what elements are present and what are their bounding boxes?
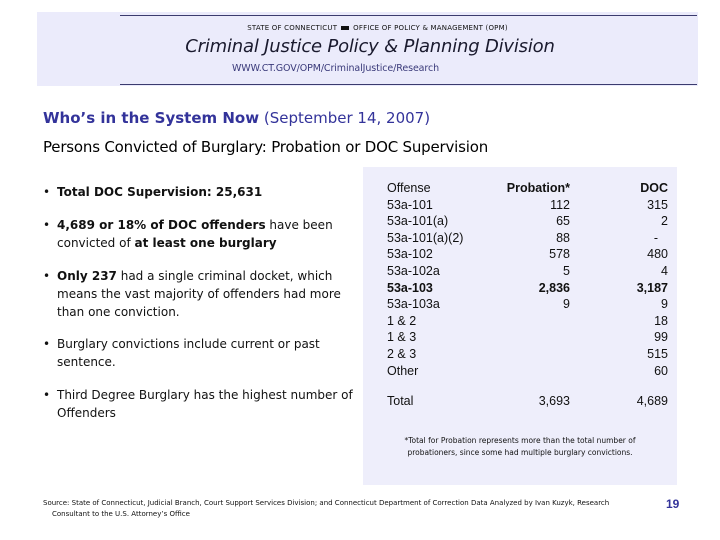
cell-doc: - bbox=[653, 230, 658, 245]
bullet-text-bold: at least one burglary bbox=[134, 236, 277, 250]
division-url: WWW.CT.GOV/OPM/CriminalJustice/Research bbox=[232, 63, 440, 74]
square-separator-icon bbox=[341, 26, 349, 30]
bullet-item bbox=[43, 183, 363, 201]
agency-line bbox=[0, 24, 720, 32]
page-number: 19 bbox=[666, 497, 680, 511]
table-row bbox=[387, 230, 668, 247]
cell-probation bbox=[487, 329, 570, 346]
agency-state: STATE OF CONNECTICUT bbox=[247, 24, 338, 32]
cell-offense: 2 & 3 bbox=[387, 346, 417, 361]
cell-probation bbox=[487, 363, 570, 380]
bullet-text: had a single criminal docket, which means the vast majority of offenders had more than one conviction. bbox=[57, 269, 341, 319]
slide-title bbox=[43, 109, 430, 127]
table-row bbox=[387, 213, 668, 230]
header-rule-top bbox=[120, 15, 697, 16]
bullet-text: Burglary convictions include current or past sentence. bbox=[57, 337, 320, 369]
cell-probation: 5 bbox=[563, 263, 570, 278]
header-offense: Offense bbox=[387, 181, 431, 195]
header-probation: Probation* bbox=[506, 181, 570, 195]
cell-doc: 315 bbox=[647, 197, 668, 212]
cell-offense: Other bbox=[387, 363, 419, 378]
table-row-highlight bbox=[387, 280, 668, 297]
bullet-text-bold: 4,689 or 18% of DOC offenders bbox=[57, 218, 266, 232]
cell-doc: 9 bbox=[661, 297, 668, 312]
table-row bbox=[387, 296, 668, 313]
cell-doc: 99 bbox=[654, 330, 668, 345]
cell-doc: 480 bbox=[647, 247, 668, 262]
source-line: Consultant to the U.S. Attorney’s Office bbox=[52, 510, 190, 518]
bullet-item bbox=[43, 335, 363, 371]
cell-offense: 53a-101(a)(2) bbox=[387, 230, 464, 245]
bullet-text: have been convicted of bbox=[57, 218, 333, 250]
cell-probation bbox=[487, 346, 570, 363]
slide-title-date: (September 14, 2007) bbox=[263, 109, 431, 127]
table-total-row bbox=[387, 393, 668, 410]
division-title: Criminal Justice Policy & Planning Division bbox=[185, 36, 555, 57]
bullet-text: Total DOC Supervision: 25,631 bbox=[57, 185, 263, 199]
header-rule-bottom bbox=[120, 84, 697, 85]
cell-offense: 53a-103 bbox=[387, 280, 433, 295]
bullet-text-bold: Only 237 bbox=[57, 269, 117, 283]
cell-doc: 4 bbox=[661, 263, 668, 278]
cell-total-label: Total bbox=[387, 394, 414, 409]
table-row bbox=[387, 263, 668, 280]
cell-doc: 60 bbox=[654, 363, 668, 378]
header-doc: DOC bbox=[640, 181, 668, 195]
table-row bbox=[387, 329, 668, 346]
cell-total-probation: 3,693 bbox=[538, 394, 570, 409]
cell-offense: 53a-101 bbox=[387, 197, 433, 212]
table-row bbox=[387, 363, 668, 380]
cell-probation: 88 bbox=[556, 230, 570, 245]
cell-offense: 53a-101(a) bbox=[387, 214, 449, 229]
cell-offense: 53a-102 bbox=[387, 247, 433, 262]
slide-title-main: Who’s in the System Now bbox=[43, 109, 260, 127]
table-row bbox=[387, 197, 668, 214]
bullet-item bbox=[43, 386, 363, 422]
source-citation bbox=[43, 498, 643, 520]
cell-offense: 1 & 3 bbox=[387, 330, 417, 345]
cell-probation: 578 bbox=[549, 247, 570, 262]
cell-doc: 18 bbox=[654, 313, 668, 328]
table-header-row bbox=[387, 180, 668, 197]
cell-probation: 2,836 bbox=[538, 280, 570, 295]
source-line: Source: State of Connecticut, Judicial Branch, Court Support Services Division; and Connecticut Department of Correction Data Analyzed by Ivan Kuzyk, Research bbox=[43, 499, 610, 507]
table-footnote bbox=[363, 435, 677, 459]
cell-doc: 3,187 bbox=[636, 280, 668, 295]
table-row bbox=[387, 346, 668, 363]
footnote-line: *Total for Probation represents more than the total number of bbox=[404, 436, 636, 445]
slide-subtitle: Persons Convicted of Burglary: Probation or DOC Supervision bbox=[43, 138, 488, 156]
offense-table bbox=[387, 180, 668, 410]
cell-probation bbox=[487, 313, 570, 330]
table-spacer-row bbox=[387, 379, 668, 393]
bullet-text: Third Degree Burglary has the highest number of Offenders bbox=[57, 388, 353, 420]
cell-doc: 2 bbox=[661, 214, 668, 229]
cell-offense: 53a-103a bbox=[387, 297, 440, 312]
bullet-list bbox=[43, 183, 363, 437]
cell-probation: 65 bbox=[556, 214, 570, 229]
cell-doc: 515 bbox=[647, 346, 668, 361]
spacer-cell bbox=[387, 379, 668, 393]
footnote-line: probationers, since some had multiple burglary convictions. bbox=[407, 448, 633, 457]
cell-offense: 53a-102a bbox=[387, 263, 440, 278]
cell-probation: 9 bbox=[563, 297, 570, 312]
table-row bbox=[387, 313, 668, 330]
bullet-item bbox=[43, 267, 363, 321]
bullet-item bbox=[43, 216, 363, 252]
offense-table-panel bbox=[363, 167, 677, 485]
cell-probation: 112 bbox=[550, 197, 570, 212]
table-row bbox=[387, 246, 668, 263]
agency-office: OFFICE OF POLICY & MANAGEMENT (OPM) bbox=[353, 24, 508, 32]
cell-offense: 1 & 2 bbox=[387, 313, 417, 328]
cell-total-doc: 4,689 bbox=[636, 394, 668, 409]
